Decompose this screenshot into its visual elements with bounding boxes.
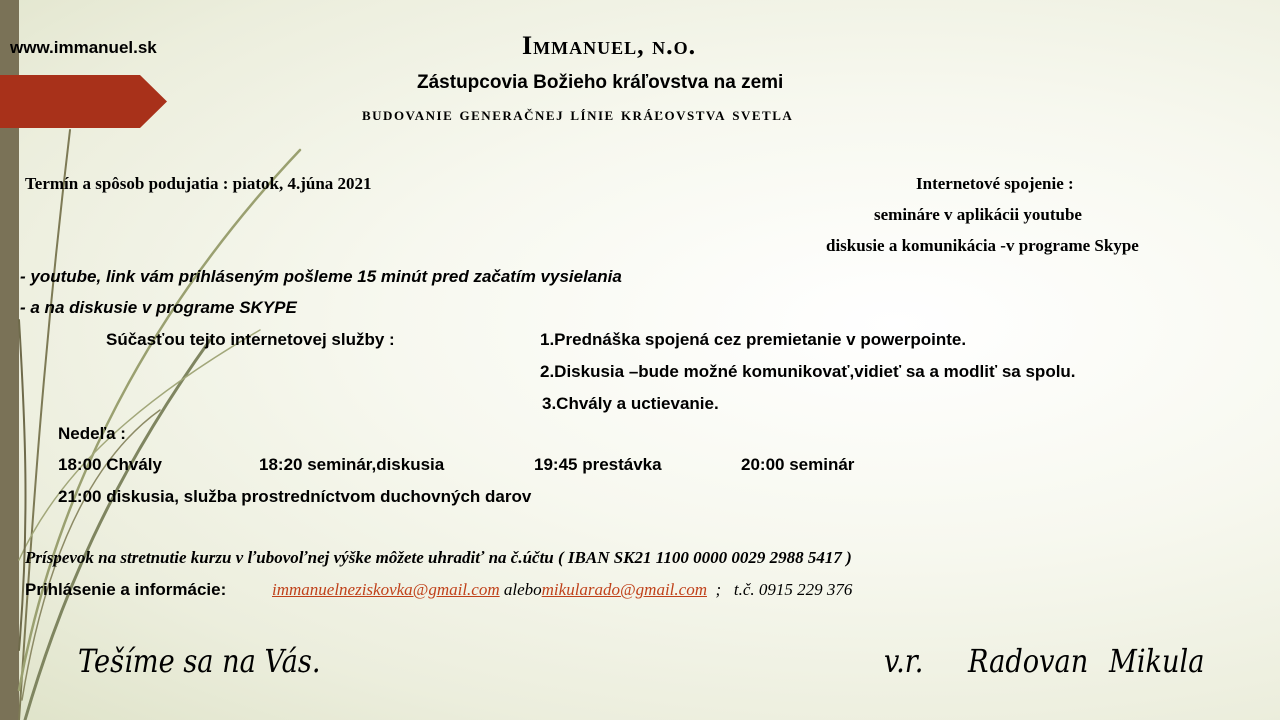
- email-link-1[interactable]: immanuelneziskovka@gmail.com: [272, 580, 500, 599]
- signature-vr: v.r.: [884, 642, 924, 680]
- contact-line: [272, 580, 852, 600]
- website-link[interactable]: www.immanuel.sk: [10, 38, 157, 57]
- event-date: Termín a spôsob podujatia : piatok, 4.júna 2021: [25, 174, 372, 193]
- contact-separator: ;: [715, 580, 722, 599]
- service-item-2: 2.Diskusia –bude možné komunikovať,vidieť sa a modliť sa spolu.: [540, 362, 1076, 381]
- org-title: Immanuel, n.o.: [522, 31, 697, 60]
- service-label: Súčasťou tejto internetovej služby :: [106, 330, 395, 349]
- online-title: Internetové spojenie :: [916, 174, 1074, 193]
- schedule-slot-2: 18:20 seminár,diskusia: [259, 455, 445, 474]
- schedule-last: 21:00 diskusia, služba prostredníctvom duchovných darov: [58, 487, 532, 506]
- online-line-2: diskusie a komunikácia -v programe Skype: [826, 236, 1139, 255]
- contact-label: Prihlásenie a informácie:: [25, 580, 227, 599]
- schedule-slot-1: 18:00 Chvály: [58, 455, 162, 474]
- email-link-2[interactable]: mikularado@gmail.com: [541, 580, 707, 599]
- note-youtube: - youtube, link vám prihláseným pošleme 15 minút pred začatím vysielania: [20, 267, 622, 286]
- signature-first-name: Radovan: [968, 642, 1089, 680]
- online-line-1: semináre v aplikácii youtube: [874, 205, 1082, 224]
- signature-last-name: Mikula: [1109, 642, 1205, 680]
- service-item-1: 1.Prednáška spojená cez premietanie v powerpointe.: [540, 330, 967, 349]
- subtitle: Zástupcovia Božieho kráľovstva na zemi: [417, 72, 784, 93]
- schedule-slot-4: 20:00 seminár: [741, 455, 855, 474]
- arrow-shape: [0, 75, 167, 128]
- greeting: Tešíme sa na Vás.: [78, 642, 321, 680]
- service-item-3: 3.Chvály a uctievanie.: [542, 394, 719, 413]
- note-skype: - a na diskusie v programe SKYPE: [20, 298, 297, 317]
- schedule-slot-3: 19:45 prestávka: [534, 455, 662, 474]
- schedule-day: Nedeľa :: [58, 424, 126, 443]
- contact-phone: t.č. 0915 229 376: [733, 580, 853, 599]
- tagline: budovanie generačnej línie kráľovstva svetla: [362, 104, 794, 125]
- contact-or: alebo: [503, 580, 542, 599]
- payment-info: Príspevok na stretnutie kurzu v ľubovoľnej výške môžete uhradiť na č.účtu ( IBAN SK21 1100 0000 0029 2988 5417 ): [25, 548, 852, 567]
